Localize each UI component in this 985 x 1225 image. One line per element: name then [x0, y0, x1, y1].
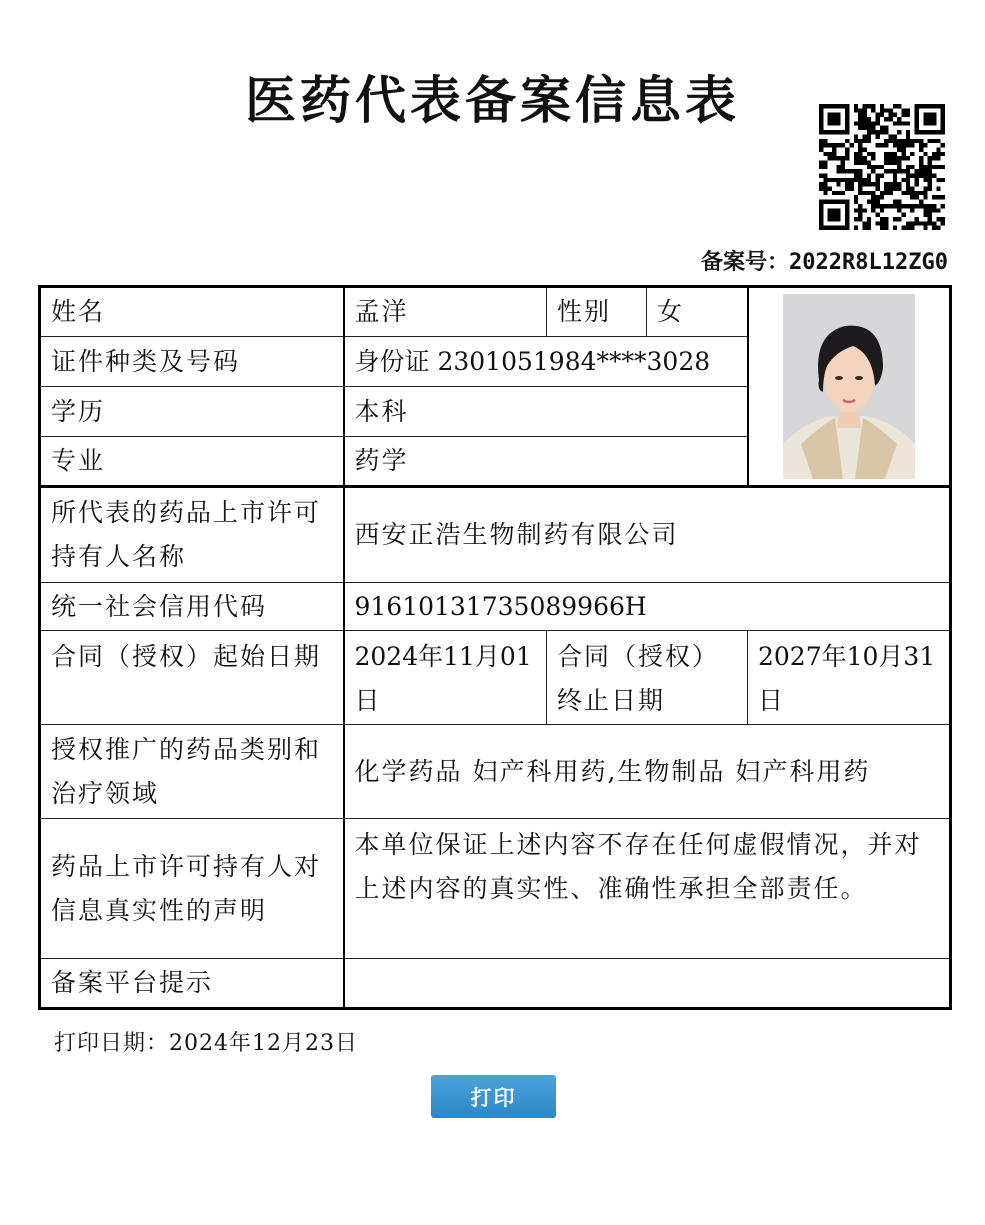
end-date-value: 2027年10月31日: [748, 631, 951, 725]
credit-code-value: 91610131735089966H: [344, 583, 951, 631]
education-label: 学历: [40, 387, 344, 437]
credit-code-label: 统一社会信用代码: [40, 583, 344, 631]
name-value: 孟洋: [344, 287, 547, 337]
record-number-label: 备案号：: [701, 250, 790, 275]
platform-notice-label: 备案平台提示: [40, 959, 344, 1009]
gender-label: 性别: [547, 287, 647, 337]
id-label: 证件种类及号码: [40, 337, 344, 387]
platform-notice-value: [344, 959, 951, 1009]
start-date-value: 2024年11月01日: [344, 631, 547, 725]
qr-code: [819, 104, 945, 230]
holder-label: 所代表的药品上市许可持有人名称: [40, 487, 344, 583]
declaration-value: 本单位保证上述内容不存在任何虚假情况，并对上述内容的真实性、准确性承担全部责任。: [344, 819, 951, 959]
end-date-label: 合同（授权）终止日期: [547, 631, 748, 725]
record-number: [600, 246, 948, 280]
info-table: [38, 285, 952, 1010]
record-number-value: 2022R8L12ZG0: [789, 250, 948, 275]
print-date: 打印日期：2024年12月23日: [54, 1031, 358, 1056]
education-value: 本科: [344, 387, 748, 437]
major-value: 药学: [344, 437, 748, 487]
portrait-photo: [783, 294, 915, 479]
name-label: 姓名: [40, 287, 344, 337]
declaration-label: 药品上市许可持有人对信息真实性的声明: [40, 819, 344, 959]
print-button[interactable]: 打印: [431, 1075, 556, 1118]
scope-label: 授权推广的药品类别和治疗领域: [40, 725, 344, 819]
gender-value: 女: [647, 287, 748, 337]
scope-value: 化学药品 妇产科用药,生物制品 妇产科用药: [344, 725, 951, 819]
major-label: 专业: [40, 437, 344, 487]
id-value: 身份证 2301051984****3028: [344, 337, 748, 387]
page-title: 医药代表备案信息表: [244, 72, 740, 131]
holder-value: 西安正浩生物制药有限公司: [344, 487, 951, 583]
photo-cell: [748, 287, 951, 487]
start-date-label: 合同（授权）起始日期: [40, 631, 344, 725]
